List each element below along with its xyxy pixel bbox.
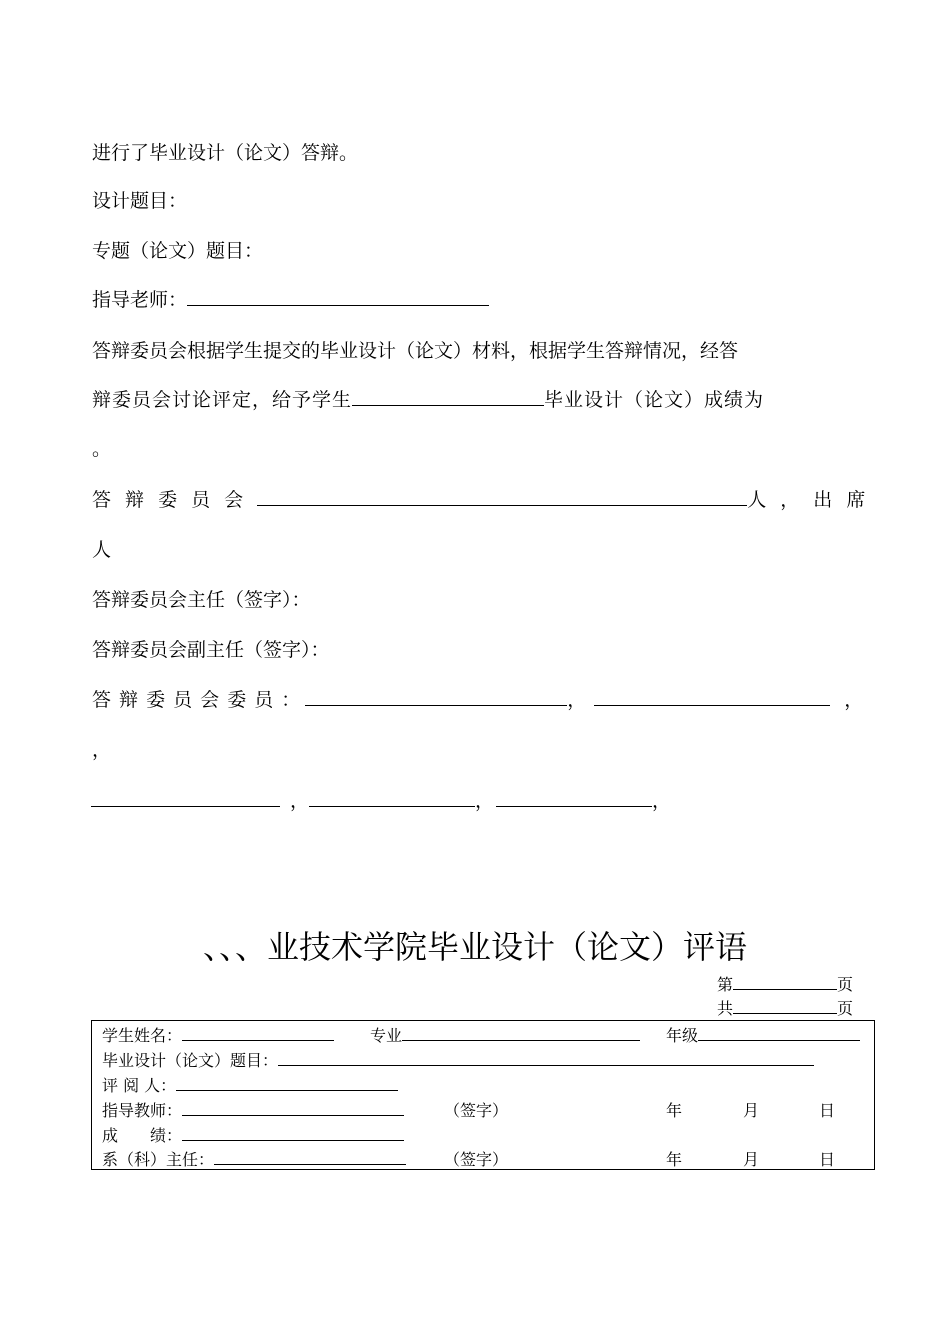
instructor-label: 指导教师： <box>102 1101 183 1120</box>
instructor-sign: （签字） <box>444 1101 509 1120</box>
evaluation-title: 、、、业技术学院毕业设计（论文）评语 <box>202 928 747 966</box>
dept-head-year: 年 <box>666 1150 683 1169</box>
comma-line: ， <box>92 739 112 761</box>
thesis-topic-label: 毕业设计（论文）题目： <box>102 1051 279 1070</box>
page-no-prefix: 第 <box>717 975 734 994</box>
major-blank[interactable] <box>402 1026 640 1041</box>
page-total-row <box>717 999 853 1019</box>
paragraph-line-2-a: 辩委员会讨论评定，给予学生 <box>92 389 353 411</box>
student-grade-blank[interactable] <box>352 387 544 406</box>
dept-head-sign: （签字） <box>444 1150 509 1169</box>
intro-line: 进行了毕业设计（论文）答辩。 <box>92 142 359 164</box>
page-total-prefix: 共 <box>717 999 734 1018</box>
dept-head-label: 系（科）主任： <box>102 1150 215 1169</box>
advisor-blank[interactable] <box>187 287 489 306</box>
advisor-row <box>92 287 489 313</box>
student-name-label: 学生姓名： <box>102 1026 183 1045</box>
grade-cell <box>666 1026 860 1046</box>
special-topic-label: 专题（论文）题目： <box>92 240 264 262</box>
page-number-row <box>717 975 853 995</box>
design-topic-label: 设计题目： <box>92 190 188 212</box>
thesis-topic-blank[interactable] <box>278 1051 814 1066</box>
dept-head-month: 月 <box>743 1150 760 1169</box>
committee-row-2: 人 <box>92 539 112 561</box>
student-info-row <box>102 1026 334 1046</box>
comma-2: ， <box>844 689 864 711</box>
instructor-month: 月 <box>743 1101 760 1120</box>
vice-chair-label: 答辩委员会副主任（签字）： <box>92 639 330 661</box>
advisor-label: 指导老师： <box>92 289 188 311</box>
members-row <box>92 687 863 713</box>
reviewer-label: 评 阅 人： <box>102 1076 177 1095</box>
instructor-year: 年 <box>666 1101 683 1120</box>
dept-head-day: 日 <box>819 1150 836 1169</box>
member-blank-2[interactable] <box>594 687 830 706</box>
member-blank-3[interactable] <box>91 788 280 807</box>
dept-head-blank[interactable] <box>214 1150 406 1165</box>
page-total-blank[interactable] <box>733 999 837 1014</box>
major-cell <box>370 1026 640 1046</box>
members-label: 答 辩 委 员 会 委 员 ： <box>92 689 302 711</box>
page-total-suffix: 页 <box>837 999 854 1018</box>
dept-head-row <box>102 1150 406 1170</box>
member-blank-1[interactable] <box>305 687 567 706</box>
comma-5: ， <box>652 790 672 812</box>
page-no-suffix: 页 <box>837 975 854 994</box>
paragraph-line-3: 。 <box>92 438 112 460</box>
thesis-topic-row <box>102 1051 814 1071</box>
major-label: 专业 <box>370 1026 403 1045</box>
comma-4: ， <box>475 790 495 812</box>
comma-1: ， <box>567 689 587 711</box>
committee-attend-label: 人 ， 出 席 <box>747 489 870 511</box>
score-row <box>102 1126 404 1146</box>
student-name-blank[interactable] <box>182 1026 334 1041</box>
page-no-blank[interactable] <box>733 975 837 990</box>
member-blank-5[interactable] <box>496 788 652 807</box>
committee-row <box>92 487 869 513</box>
score-blank[interactable] <box>182 1126 404 1141</box>
evaluation-form <box>91 1020 875 1170</box>
paragraph-line-2 <box>92 387 764 413</box>
score-label: 成 绩： <box>102 1126 183 1145</box>
members-row-2 <box>91 788 671 814</box>
chair-label: 答辩委员会主任（签字）： <box>92 589 311 611</box>
paragraph-line-2-b: 毕业设计（论文）成绩为 <box>544 389 765 411</box>
member-blank-4[interactable] <box>309 788 475 807</box>
grade-label: 年级 <box>666 1026 699 1045</box>
grade-blank[interactable] <box>698 1026 860 1041</box>
instructor-day: 日 <box>819 1101 836 1120</box>
committee-label: 答 辩 委 员 会 <box>92 489 248 511</box>
instructor-row <box>102 1101 404 1121</box>
paragraph-line-1: 答辩委员会根据学生提交的毕业设计（论文）材料，根据学生答辩情况，经答 <box>92 340 739 362</box>
instructor-blank[interactable] <box>182 1101 404 1116</box>
comma-3: ， <box>290 790 310 812</box>
committee-count-blank[interactable] <box>257 487 747 506</box>
reviewer-row <box>102 1076 398 1096</box>
reviewer-blank[interactable] <box>176 1076 398 1091</box>
